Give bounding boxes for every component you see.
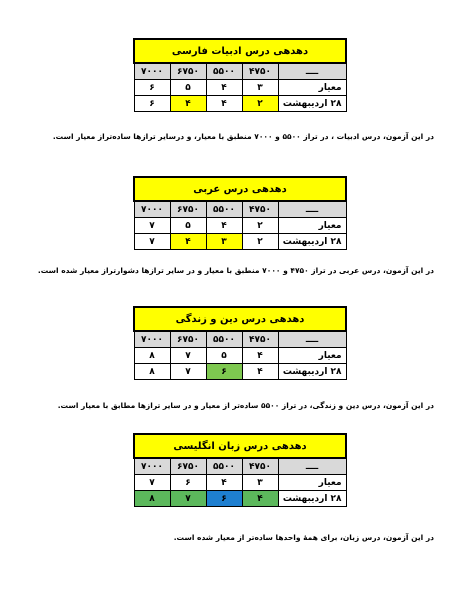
note-religion: در این آزمون، درس دین و زندگی، در تراز ۵۵۰۰ ساده‌تر از معیار و در سایر ترازها مطابق با معیار است. (57, 401, 434, 410)
cell: ۲ (242, 218, 278, 234)
cell: ۶ (170, 475, 206, 491)
cell-highlight: ۴ (170, 234, 206, 250)
cell: ۴ (242, 364, 278, 380)
row-label-standard: معیار (278, 348, 346, 364)
table-english (133, 433, 347, 507)
note-english: در این آزمون، درس زبان، برای همهٔ واحدها ساده‌تر از معیار شده است. (173, 533, 434, 542)
cell: ۴ (206, 96, 242, 112)
row-label-exam: ۲۸ اردیبهشت (278, 234, 346, 250)
cell: ۷ (134, 475, 170, 491)
cell: ۷ (134, 234, 170, 250)
header-7000: ۷۰۰۰ (134, 63, 170, 80)
cell: ۶ (134, 96, 170, 112)
cell: ۲ (242, 234, 278, 250)
cell: ۷ (170, 348, 206, 364)
header-5500: ۵۵۰۰ (206, 331, 242, 348)
row-label-standard: معیار (278, 475, 346, 491)
header-7000: ۷۰۰۰ (134, 331, 170, 348)
cell-highlight: ۴ (242, 491, 278, 507)
header-5500: ۵۵۰۰ (206, 63, 242, 80)
header-4750: ۴۷۵۰ (242, 331, 278, 348)
cell-highlight: ۶ (206, 491, 242, 507)
header-4750: ۴۷۵۰ (242, 201, 278, 218)
header-dash: ــــ (278, 201, 346, 218)
header-dash: ــــ (278, 331, 346, 348)
row-label-exam: ۲۸ اردیبهشت (278, 96, 346, 112)
cell: ۵ (170, 218, 206, 234)
cell-highlight: ۴ (170, 96, 206, 112)
cell-highlight: ۷ (170, 491, 206, 507)
cell: ۷ (170, 364, 206, 380)
table-religion (133, 306, 347, 380)
cell: ۵ (206, 348, 242, 364)
cell: ۶ (134, 80, 170, 96)
row-label-standard: معیار (278, 80, 346, 96)
cell: ۷ (134, 218, 170, 234)
header-5500: ۵۵۰۰ (206, 201, 242, 218)
cell: ۴ (206, 218, 242, 234)
note-literature: در این آزمون، درس ادبیات ، در تراز ۵۵۰۰ و ۷۰۰۰ منطبق با معیار، و درسایر ترازها ساده‌تراز معیار است. (52, 132, 434, 141)
cell-highlight: ۲ (242, 96, 278, 112)
note-arabic: در این آزمون، درس عربی در تراز ۴۷۵۰ و ۷۰۰۰ منطبق با معیار و در سایر ترازها دشوارتراز معیار شده است. (37, 266, 434, 275)
header-5500: ۵۵۰۰ (206, 458, 242, 475)
header-6750: ۶۷۵۰ (170, 331, 206, 348)
header-6750: ۶۷۵۰ (170, 63, 206, 80)
header-7000: ۷۰۰۰ (134, 201, 170, 218)
cell: ۳ (242, 475, 278, 491)
cell: ۸ (134, 348, 170, 364)
cell: ۵ (170, 80, 206, 96)
header-4750: ۴۷۵۰ (242, 458, 278, 475)
cell: ۸ (134, 364, 170, 380)
table-title: دهدهی درس دین و زندگی (134, 307, 346, 331)
table-literature (133, 38, 347, 112)
table-title: دهدهی درس زبان انگلیسی (134, 434, 346, 458)
cell: ۴ (242, 348, 278, 364)
header-7000: ۷۰۰۰ (134, 458, 170, 475)
row-label-standard: معیار (278, 218, 346, 234)
header-dash: ــــ (278, 63, 346, 80)
cell: ۴ (206, 475, 242, 491)
table-arabic (133, 176, 347, 250)
row-label-exam: ۲۸ اردیبهشت (278, 491, 346, 507)
header-dash: ــــ (278, 458, 346, 475)
cell-highlight: ۸ (134, 491, 170, 507)
header-4750: ۴۷۵۰ (242, 63, 278, 80)
cell: ۳ (242, 80, 278, 96)
table-title: دهدهی درس عربی (134, 177, 346, 201)
header-6750: ۶۷۵۰ (170, 201, 206, 218)
table-title: دهدهی درس ادبیات فارسی (134, 39, 346, 63)
cell-highlight: ۶ (206, 364, 242, 380)
row-label-exam: ۲۸ اردیبهشت (278, 364, 346, 380)
cell: ۴ (206, 80, 242, 96)
cell-highlight: ۳ (206, 234, 242, 250)
header-6750: ۶۷۵۰ (170, 458, 206, 475)
